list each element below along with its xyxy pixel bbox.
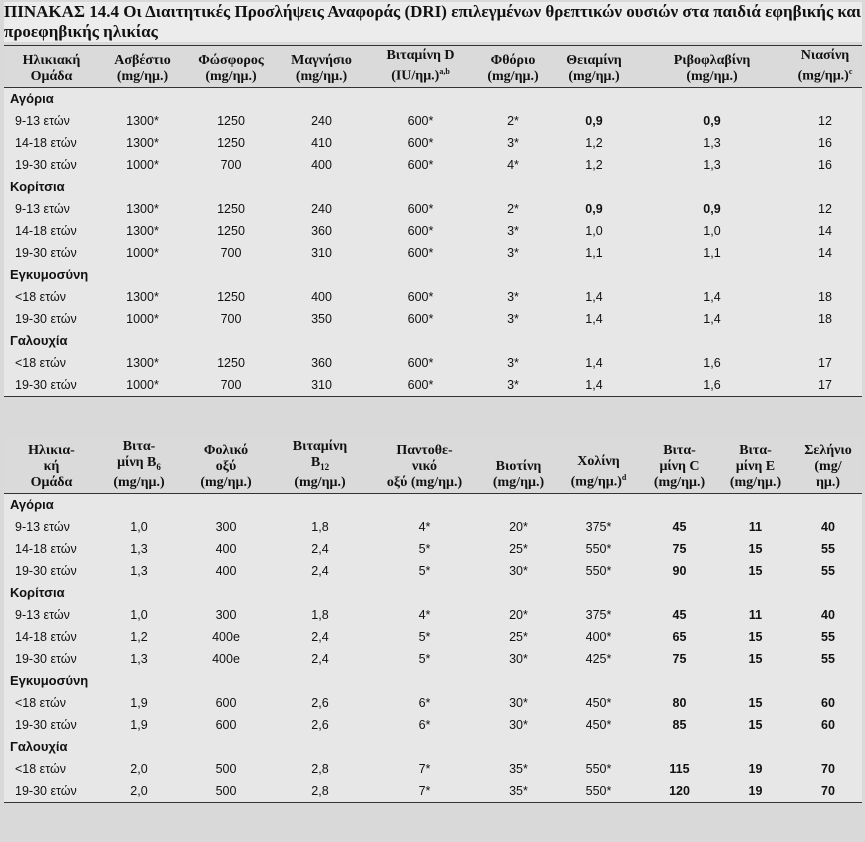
table-row: [4, 714, 862, 736]
table-row: [4, 110, 862, 132]
col-header-selenium: Σελήνιο (mg/ ημ.): [794, 437, 862, 493]
value-cell: 1,4: [585, 377, 603, 392]
col-header-pantothenic-acid: Παντοθε- νικό οξύ (mg/ημ.): [367, 437, 482, 493]
value-cell: 1,4: [703, 289, 721, 304]
col-header-riboflavin: Ριβοφλαβίνη (mg/ημ.): [636, 46, 788, 88]
value-cell: 375*: [585, 519, 612, 534]
table-row: [4, 286, 862, 308]
value-cell: 2*: [507, 113, 519, 128]
value-cell: 18: [818, 311, 832, 326]
value-cell: 7*: [418, 783, 431, 798]
value-cell: 1,6: [703, 355, 721, 370]
table-body: [4, 87, 862, 396]
header-row: [4, 437, 862, 493]
value-cell: 1300*: [126, 355, 159, 370]
value-cell: 600*: [407, 135, 434, 150]
value-cell: 1,0: [585, 223, 603, 238]
value-cell: 1000*: [126, 157, 159, 172]
group-label: Γαλουχία: [10, 333, 68, 349]
value-cell: 1,3: [130, 651, 148, 666]
table-row: [4, 308, 862, 330]
value-cell: 1,9: [130, 717, 148, 732]
value-cell: 1250: [217, 289, 245, 304]
value-cell: 35*: [509, 761, 528, 776]
value-cell: 30*: [509, 563, 528, 578]
value-cell: 300: [215, 519, 237, 534]
table-row: [4, 648, 862, 670]
value-cell: 30*: [509, 717, 528, 732]
value-cell: 2,0: [130, 783, 148, 798]
table-row: [4, 374, 862, 397]
value-cell: 85: [672, 717, 687, 732]
value-cell: 1,8: [311, 607, 329, 622]
value-cell: 1,0: [130, 519, 148, 534]
value-cell: 1,0: [703, 223, 721, 238]
age-range-cell: <18 ετών: [15, 695, 67, 710]
value-cell: 2,4: [311, 563, 329, 578]
value-cell: 240: [311, 113, 332, 128]
value-cell: 11: [748, 519, 763, 534]
value-cell: 600*: [407, 289, 434, 304]
value-cell: 5*: [418, 563, 431, 578]
value-cell: 375*: [585, 607, 612, 622]
value-cell: 75: [672, 541, 687, 556]
value-cell: 15: [748, 541, 763, 556]
value-cell: 3*: [507, 377, 519, 392]
value-cell: 16: [818, 157, 832, 172]
value-cell: 600*: [407, 113, 434, 128]
value-cell: 1,1: [703, 245, 721, 260]
group-label: Εγκυμοσύνη: [10, 267, 89, 283]
value-cell: 45: [672, 607, 687, 622]
value-cell: 4*: [507, 157, 519, 172]
value-cell: 600*: [407, 223, 434, 238]
value-cell: 1,4: [703, 311, 721, 326]
age-range-cell: 19-30 ετών: [15, 245, 77, 260]
table-row: [4, 626, 862, 648]
value-cell: 3*: [507, 135, 519, 150]
value-cell: 1,2: [585, 157, 603, 172]
age-range-cell: 9-13 ετών: [15, 519, 70, 534]
group-label: Κορίτσια: [10, 585, 65, 601]
value-cell: 550*: [585, 563, 612, 578]
value-cell: 0,9: [703, 113, 721, 128]
value-cell: 70: [821, 783, 835, 798]
value-cell: 3*: [507, 245, 519, 260]
value-cell: 2,4: [311, 541, 329, 556]
value-cell: 1,4: [585, 289, 603, 304]
value-cell: 1000*: [126, 245, 159, 260]
value-cell: 17: [818, 355, 832, 370]
value-cell: 1300*: [126, 113, 159, 128]
value-cell: 11: [748, 607, 763, 622]
group-label: Αγόρια: [10, 91, 54, 107]
col-header-thiamin: Θειαμίνη (mg/ημ.): [552, 46, 636, 88]
value-cell: 400e: [212, 629, 240, 644]
group-row: [4, 493, 862, 516]
col-header-vitamin-b6: Βιτα- μίνη $B_6$ (mg/ημ.): [99, 437, 179, 493]
value-cell: 2,4: [311, 651, 329, 666]
group-label: Γαλουχία: [10, 739, 68, 755]
value-cell: 6*: [418, 717, 431, 732]
value-cell: 600*: [407, 377, 434, 392]
value-cell: 1250: [217, 355, 245, 370]
value-cell: 600: [215, 717, 237, 732]
group-label: Αγόρια: [10, 497, 54, 513]
dri-table-vitamins: [4, 437, 862, 803]
value-cell: 2,6: [311, 717, 329, 732]
table-row: [4, 242, 862, 264]
value-cell: 3*: [507, 223, 519, 238]
group-row: [4, 736, 862, 758]
value-cell: 1,1: [585, 245, 603, 260]
value-cell: 90: [672, 563, 687, 578]
value-cell: 600*: [407, 157, 434, 172]
col-header-choline: Χολίνη $(mg/\eta\mu.)^d$: [555, 437, 642, 493]
value-cell: 65: [672, 629, 687, 644]
value-cell: 550*: [585, 541, 612, 556]
value-cell: 700: [220, 311, 242, 326]
col-header-vitamin-b12: Βιταμίνη $B_{12}$ (mg/ημ.): [273, 437, 367, 493]
value-cell: 25*: [509, 629, 528, 644]
value-cell: 600*: [407, 355, 434, 370]
age-range-cell: 19-30 ετών: [15, 783, 77, 798]
value-cell: 30*: [509, 651, 528, 666]
value-cell: 2,0: [130, 761, 148, 776]
age-range-cell: <18 ετών: [15, 289, 67, 304]
table-title: ΠΙΝΑΚΑΣ 14.4 Οι Διαιτητικές Προσλήψεις Αναφοράς (DRI) επιλεγμένων θρεπτικών ουσιών στα παιδιά εφηβικής και προεφηβικής ηλικίας: [4, 2, 862, 41]
value-cell: 5*: [418, 629, 431, 644]
value-cell: 550*: [585, 761, 612, 776]
value-cell: 12: [818, 113, 832, 128]
table-row: [4, 198, 862, 220]
col-header-vitamin-d: Βιταμίνη D $(IU/\eta\mu.)^{a,b}$: [367, 46, 474, 88]
group-label: Κορίτσια: [10, 179, 65, 195]
col-header-age-group: Ηλικια- κή Ομάδα: [4, 437, 99, 493]
value-cell: 0,9: [585, 113, 603, 128]
value-cell: 3*: [507, 355, 519, 370]
age-range-cell: 19-30 ετών: [15, 311, 77, 326]
value-cell: 15: [748, 563, 763, 578]
value-cell: 1250: [217, 201, 245, 216]
value-cell: 450*: [585, 717, 612, 732]
group-row: [4, 582, 862, 604]
value-cell: 19: [748, 761, 763, 776]
value-cell: 350: [311, 311, 332, 326]
value-cell: 400: [311, 289, 332, 304]
value-cell: 5*: [418, 541, 431, 556]
value-cell: 400e: [212, 651, 240, 666]
value-cell: 14: [818, 245, 832, 260]
group-row: [4, 670, 862, 692]
value-cell: 1300*: [126, 135, 159, 150]
group-row: [4, 176, 862, 198]
age-range-cell: 19-30 ετών: [15, 157, 77, 172]
value-cell: 2,4: [311, 629, 329, 644]
table-row: [4, 780, 862, 803]
value-cell: 25*: [509, 541, 528, 556]
age-range-cell: 19-30 ετών: [15, 717, 77, 732]
value-cell: 115: [669, 761, 690, 776]
value-cell: 16: [818, 135, 832, 150]
col-header-vitamin-e: Βιτα- μίνη E (mg/ημ.): [717, 437, 794, 493]
value-cell: 1250: [217, 113, 245, 128]
value-cell: 600*: [407, 201, 434, 216]
value-cell: 3*: [507, 289, 519, 304]
table-row: [4, 692, 862, 714]
value-cell: 1000*: [126, 311, 159, 326]
value-cell: 1,3: [130, 563, 148, 578]
value-cell: 6*: [418, 695, 431, 710]
value-cell: 75: [672, 651, 687, 666]
age-range-cell: 14-18 ετών: [15, 223, 77, 238]
value-cell: 2,6: [311, 695, 329, 710]
value-cell: 1250: [217, 135, 245, 150]
value-cell: 15: [748, 717, 763, 732]
table-row: [4, 604, 862, 626]
value-cell: 700: [220, 377, 242, 392]
value-cell: 4*: [418, 519, 431, 534]
col-header-folate: Φολικό οξύ (mg/ημ.): [179, 437, 273, 493]
age-range-cell: 9-13 ετών: [15, 201, 70, 216]
age-range-cell: 19-30 ετών: [15, 377, 77, 392]
value-cell: 1,8: [311, 519, 329, 534]
age-range-cell: 14-18 ετών: [15, 629, 77, 644]
table-row: [4, 560, 862, 582]
value-cell: 70: [821, 761, 835, 776]
value-cell: 550*: [585, 783, 612, 798]
value-cell: 450*: [585, 695, 612, 710]
value-cell: 310: [311, 245, 332, 260]
age-range-cell: 19-30 ετών: [15, 651, 77, 666]
value-cell: 600: [215, 695, 237, 710]
value-cell: 1,3: [703, 135, 721, 150]
value-cell: 400: [215, 541, 237, 556]
table-row: [4, 220, 862, 242]
value-cell: 310: [311, 377, 332, 392]
value-cell: 400: [311, 157, 332, 172]
value-cell: 600*: [407, 311, 434, 326]
value-cell: 20*: [509, 607, 528, 622]
col-header-vitamin-c: Βιτα- μίνη C (mg/ημ.): [642, 437, 717, 493]
value-cell: 0,9: [703, 201, 721, 216]
value-cell: 55: [821, 563, 835, 578]
value-cell: 2,8: [311, 783, 329, 798]
value-cell: 12: [818, 201, 832, 216]
value-cell: 1,4: [585, 355, 603, 370]
value-cell: 5*: [418, 651, 431, 666]
value-cell: 1000*: [126, 377, 159, 392]
age-range-cell: <18 ετών: [15, 355, 67, 370]
header-row: [4, 46, 862, 88]
value-cell: 0,9: [585, 201, 603, 216]
value-cell: 17: [818, 377, 832, 392]
table-row: [4, 758, 862, 780]
value-cell: 15: [748, 629, 763, 644]
value-cell: 1,0: [130, 607, 148, 622]
value-cell: 400: [215, 563, 237, 578]
table-body: [4, 493, 862, 802]
value-cell: 40: [821, 519, 835, 534]
value-cell: 300: [215, 607, 237, 622]
value-cell: 7*: [418, 761, 431, 776]
dri-table-minerals: [4, 45, 862, 397]
age-range-cell: <18 ετών: [15, 761, 67, 776]
col-header-calcium: Ασβέστιο (mg/ημ.): [99, 46, 186, 88]
value-cell: 4*: [418, 607, 431, 622]
col-header-magnesium: Μαγνήσιο (mg/ημ.): [276, 46, 367, 88]
table-row: [4, 538, 862, 560]
value-cell: 425*: [585, 651, 612, 666]
value-cell: 1,3: [703, 157, 721, 172]
value-cell: 1250: [217, 223, 245, 238]
value-cell: 30*: [509, 695, 528, 710]
value-cell: 3*: [507, 311, 519, 326]
value-cell: 60: [821, 717, 835, 732]
value-cell: 1300*: [126, 223, 159, 238]
value-cell: 1300*: [126, 289, 159, 304]
group-label: Εγκυμοσύνη: [10, 673, 89, 689]
value-cell: 2*: [507, 201, 519, 216]
value-cell: 700: [220, 245, 242, 260]
age-range-cell: 9-13 ετών: [15, 113, 70, 128]
age-range-cell: 14-18 ετών: [15, 135, 77, 150]
value-cell: 360: [311, 223, 332, 238]
value-cell: 1300*: [126, 201, 159, 216]
age-range-cell: 14-18 ετών: [15, 541, 77, 556]
col-header-niacin: Νιασίνη $(mg/\eta\mu.)^c$: [788, 46, 862, 88]
value-cell: 410: [311, 135, 332, 150]
value-cell: 14: [818, 223, 832, 238]
value-cell: 700: [220, 157, 242, 172]
value-cell: 45: [672, 519, 687, 534]
value-cell: 240: [311, 201, 332, 216]
group-row: [4, 87, 862, 110]
value-cell: 55: [821, 651, 835, 666]
value-cell: 15: [748, 651, 763, 666]
value-cell: 55: [821, 629, 835, 644]
value-cell: 1,2: [585, 135, 603, 150]
group-row: [4, 264, 862, 286]
value-cell: 19: [748, 783, 763, 798]
col-header-phosphorus: Φώσφορος (mg/ημ.): [186, 46, 276, 88]
col-header-age-group: Ηλικιακή Ομάδα: [4, 46, 99, 88]
value-cell: 600*: [407, 245, 434, 260]
value-cell: 2,8: [311, 761, 329, 776]
value-cell: 120: [669, 783, 690, 798]
value-cell: 1,6: [703, 377, 721, 392]
table-row: [4, 516, 862, 538]
value-cell: 1,4: [585, 311, 603, 326]
col-header-biotin: Βιοτίνη (mg/ημ.): [482, 437, 555, 493]
value-cell: 60: [821, 695, 835, 710]
table-row: [4, 352, 862, 374]
age-range-cell: 19-30 ετών: [15, 563, 77, 578]
col-header-fluoride: Φθόριο (mg/ημ.): [474, 46, 552, 88]
value-cell: 500: [215, 761, 237, 776]
value-cell: 15: [748, 695, 763, 710]
age-range-cell: 9-13 ετών: [15, 607, 70, 622]
value-cell: 80: [672, 695, 687, 710]
value-cell: 400*: [585, 629, 612, 644]
value-cell: 1,2: [130, 629, 148, 644]
group-row: [4, 330, 862, 352]
table-row: [4, 154, 862, 176]
value-cell: 55: [821, 541, 835, 556]
value-cell: 20*: [509, 519, 528, 534]
value-cell: 500: [215, 783, 237, 798]
value-cell: 35*: [509, 783, 528, 798]
value-cell: 40: [821, 607, 835, 622]
value-cell: 1,3: [130, 541, 148, 556]
value-cell: 360: [311, 355, 332, 370]
value-cell: 1,9: [130, 695, 148, 710]
table-row: [4, 132, 862, 154]
value-cell: 18: [818, 289, 832, 304]
